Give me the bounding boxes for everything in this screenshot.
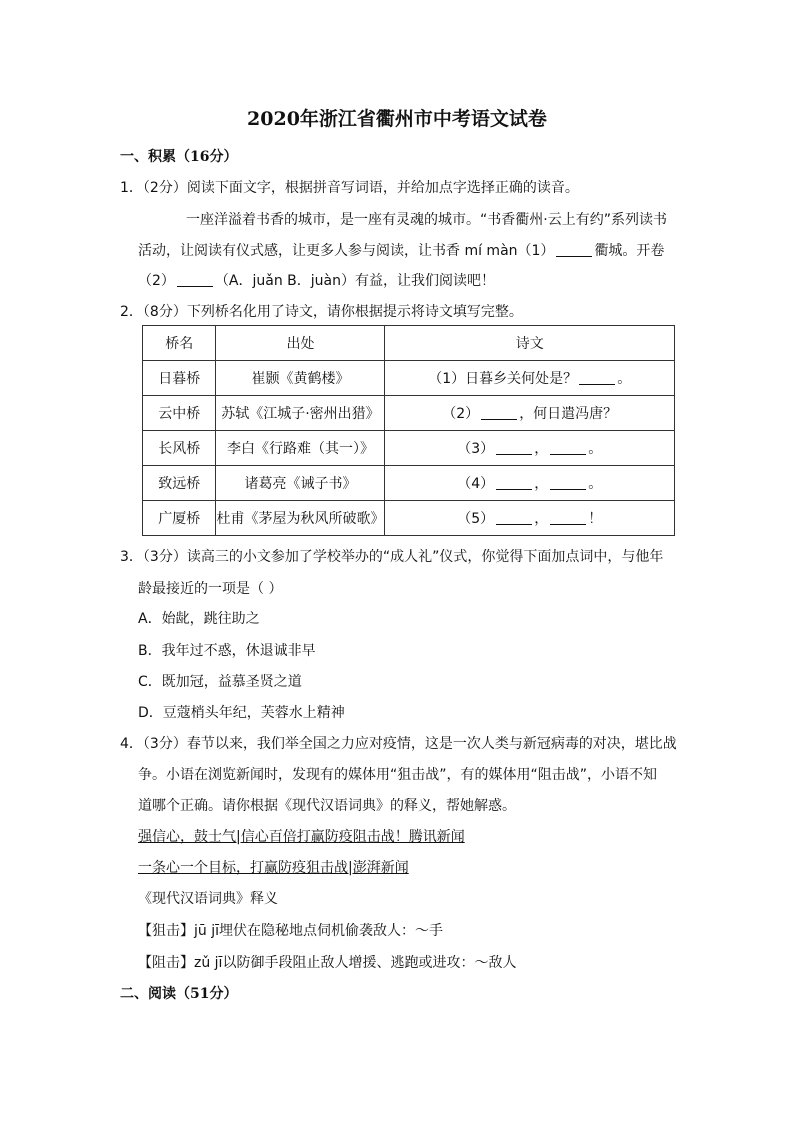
table-row: [143, 361, 675, 396]
q1-passage-text: 衢城。开卷: [594, 243, 665, 259]
poem-text: [385, 431, 675, 466]
poem-text-part: ，: [534, 511, 549, 527]
header-poem: 诗文: [385, 326, 675, 361]
answer-blank[interactable]: [550, 475, 586, 490]
poem-source: 李白《行路难（其一）》: [216, 431, 385, 466]
q3-option-c[interactable]: C．既加冠，益慕圣贤之道: [138, 674, 302, 690]
poem-text-part: ！: [588, 511, 603, 527]
poem-text-part: （1）日暮乡关何处是？: [428, 371, 578, 387]
table-row: [143, 501, 675, 536]
poem-source: 苏轼《江城子·密州出猎》: [216, 396, 385, 431]
poem-text: [385, 466, 675, 501]
q3-option-d[interactable]: D．豆蔻梢头年纪，芙蓉水上精神: [138, 705, 345, 721]
answer-blank[interactable]: [550, 510, 586, 525]
q1-passage-line-3: [138, 270, 495, 290]
q3-option-b[interactable]: B．我年过不惑，休退诚非早: [138, 643, 316, 659]
section-heading-1: 一、积累（16分）: [120, 149, 238, 165]
q1-passage-text: 活动，让阅读有仪式感，让更多人参与阅读，让书香 mí màn（1）: [138, 243, 555, 259]
q1-passage-line-2: [138, 240, 664, 260]
poem-text-part: （2）: [442, 406, 480, 422]
poem-text-part: （4）: [457, 476, 495, 492]
q1-passage-line-1: 一座洋溢着书香的城市，是一座有灵魂的城市。“书香衢州·云上有约”系列读书: [186, 212, 667, 228]
poem-text-part: ，: [534, 441, 549, 457]
news-headline-1: 强信心，鼓士气|信心百倍打赢防疫阻击战！腾讯新闻: [138, 829, 465, 845]
answer-blank[interactable]: [556, 242, 592, 257]
poem-source: 诸葛亮《诫子书》: [216, 466, 385, 501]
q3-stem-line-2: 龄最接近的一项是（ ）: [138, 581, 283, 597]
poem-text-part: ，: [534, 476, 549, 492]
answer-blank[interactable]: [481, 405, 517, 420]
poem-text-part: 。: [588, 441, 603, 457]
bridge-name: 长风桥: [143, 431, 216, 466]
poem-text-part: （3）: [457, 441, 495, 457]
poem-text-part: （5）: [457, 511, 495, 527]
poem-source: 杜甫《茅屋为秋风所破歌》: [216, 501, 385, 536]
poem-text-part: 。: [588, 476, 603, 492]
q4-stem-line-3: 道哪个正确。请你根据《现代汉语词典》的释义，帮她解惑。: [138, 798, 516, 814]
poem-text: [385, 501, 675, 536]
poem-text: [385, 396, 675, 431]
poem-text-part: 。: [617, 371, 632, 387]
news-headline-2: 一条心一个目标，打赢防疫狙击战|澎湃新闻: [138, 860, 409, 876]
header-source: 出处: [216, 326, 385, 361]
q1-passage-text: （A．juǎn B．juàn）有益，让我们阅读吧！: [214, 273, 495, 289]
bridge-name: 致远桥: [143, 466, 216, 501]
q3-stem-line-1: 3．（3分）读高三的小文参加了学校举办的“成人礼”仪式，你觉得下面加点词中，与他年: [120, 549, 664, 565]
bridge-name: 日暮桥: [143, 361, 216, 396]
q1-stem: 1．（2分）阅读下面文字，根据拼音写词语，并给加点字选择正确的读音。: [120, 180, 579, 196]
table-row: [143, 431, 675, 466]
bridge-name: 云中桥: [143, 396, 216, 431]
poem-source: 崔颢《黄鹤楼》: [216, 361, 385, 396]
answer-blank[interactable]: [550, 440, 586, 455]
q2-stem: 2．（8分）下列桥名化用了诗文，请你根据提示将诗文填写完整。: [120, 304, 523, 320]
poem-text-part: ，何日遣冯唐？: [519, 406, 618, 422]
answer-blank[interactable]: [177, 272, 213, 287]
table-row: [143, 466, 675, 501]
poem-table: [142, 325, 675, 536]
answer-blank[interactable]: [496, 475, 532, 490]
answer-blank[interactable]: [496, 510, 532, 525]
q4-stem-line-1: 4．（3分）春节以来，我们举全国之力应对疫情，这是一次人类与新冠病毒的对决，堪比战: [120, 736, 677, 752]
q1-passage-text: （2）: [138, 273, 175, 289]
q3-option-a[interactable]: A．始龀，跳往助之: [138, 611, 260, 627]
definition-zuji: 【阻击】zǔ jī以防御手段阻止敌人增援、逃跑或进攻：～敌人: [138, 955, 517, 971]
q4-stem-line-2: 争。小语在浏览新闻时，发现有的媒体用“狙击战”，有的媒体用“阻击战”，小语不知: [138, 767, 658, 783]
dictionary-heading: 《现代汉语词典》释义: [138, 891, 278, 907]
table-header-row: [143, 326, 675, 361]
definition-juji: 【狙击】jū jī埋伏在隐秘地点伺机偷袭敌人：～手: [138, 923, 443, 939]
header-bridge-name: 桥名: [143, 326, 216, 361]
poem-text: [385, 361, 675, 396]
section-heading-2: 二、阅读（51分）: [120, 986, 238, 1002]
answer-blank[interactable]: [579, 370, 615, 385]
answer-blank[interactable]: [496, 440, 532, 455]
page-title: 2020年浙江省衢州市中考语文试卷: [247, 108, 547, 130]
bridge-name: 广厦桥: [143, 501, 216, 536]
table-row: [143, 396, 675, 431]
